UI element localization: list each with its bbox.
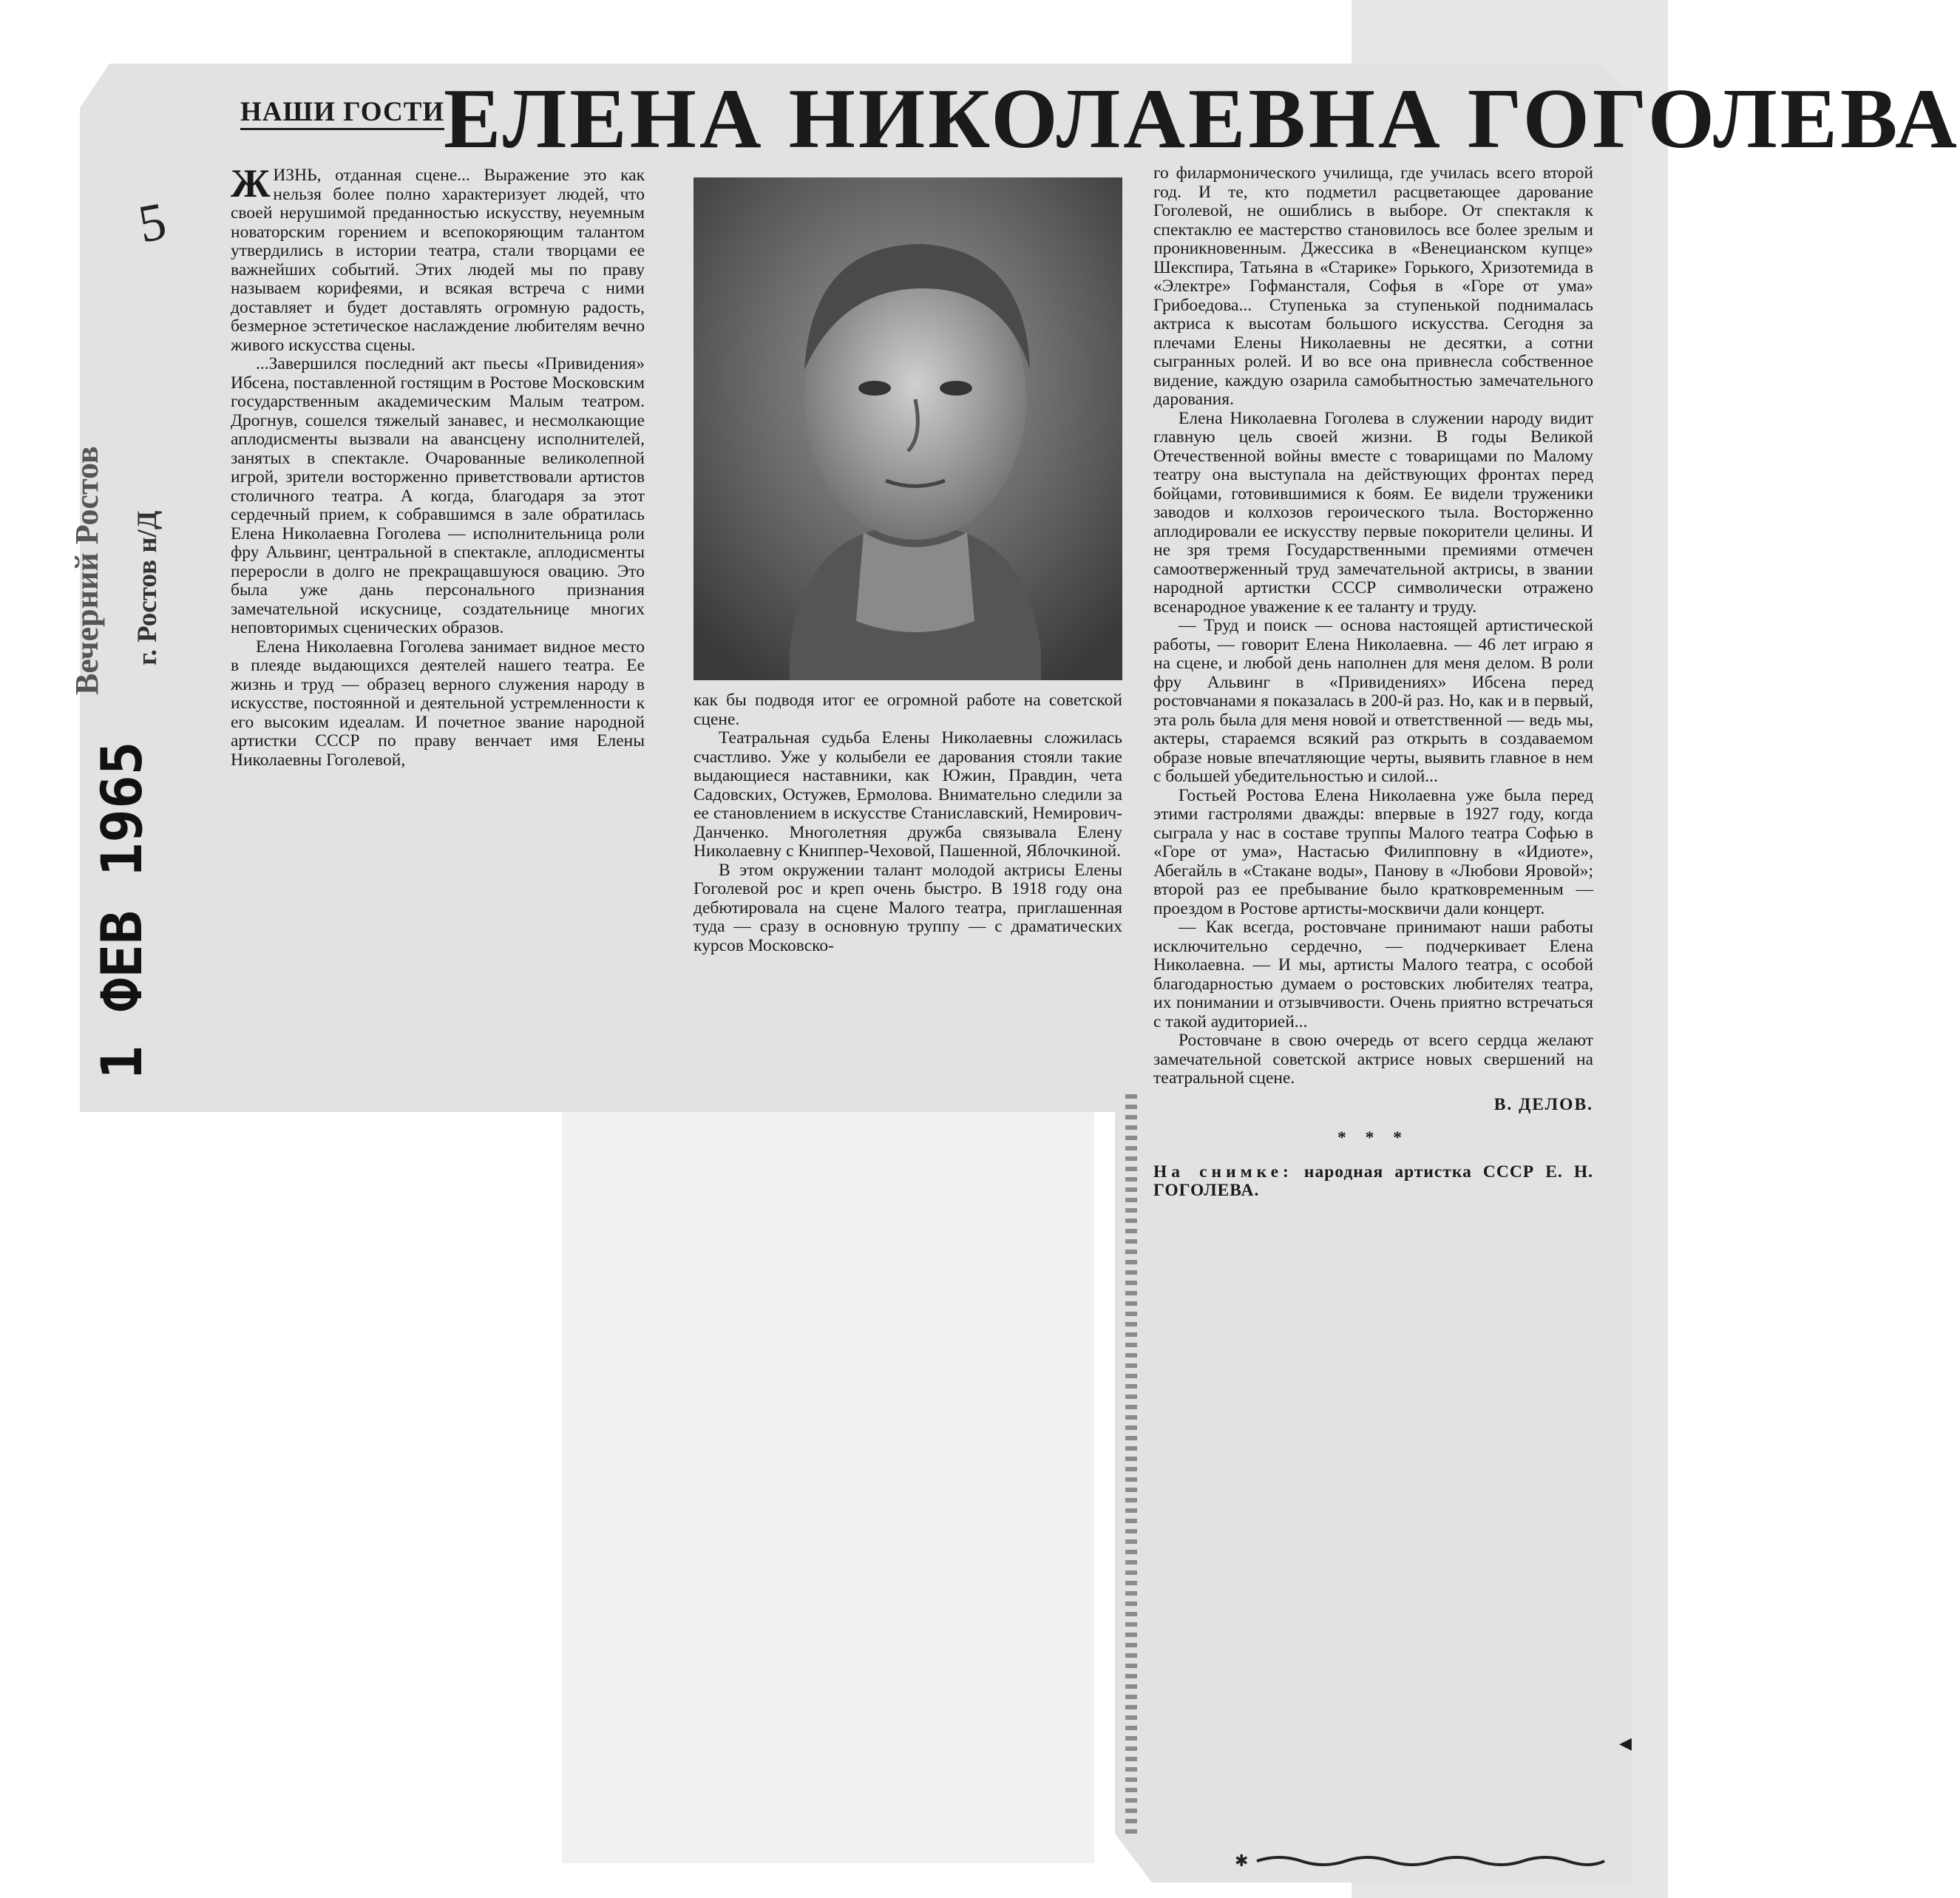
paragraph: В этом окружении талант молодой актрисы Елены Гоголевой рос и креп очень быстро. В 1918 году она дебютировала на сцене Малого театра, приглашенная туда — сразу в основную труппу — с драматических курсов Московско- — [694, 860, 1122, 955]
article-column-3 — [1153, 164, 1593, 1201]
paragraph: Гостьей Ростова Елена Николаевна уже была перед этими гастролями дважды: впервые в 1927 году, когда сыграла у нас в составе труппы Малого театра Софью в «Горе от ума», Настасью Филипповну в «Идиоте», Абегайль в «Стакане воды», Панову в «Любови Яровой»; второй раз ее пребывание было кратковременным — проездом в Ростове артисты-москвичи дали концерт. — [1153, 785, 1593, 918]
paragraph: Театральная судьба Елены Николаевны сложилась счастливо. Уже у колыбели ее дарования стояли такие выдающиеся наставники, как Южин, Правдин, чета Садовских, Остужев, Ермолова. Внимательно следили за ее становлением в искусстве Станиславский, Немирович-Данченко. Многолетняя дружба связывала Елену Николаевну с Книппер-Чеховой, Пашенной, Яблочкиной. — [694, 728, 1122, 861]
mount-paper — [562, 1094, 1094, 1863]
paragraph: — Труд и поиск — основа настоящей артистической работы, — говорит Елена Николаевна. — 46 лет играю я на сцене, и любой день наполнен для меня делом. В роли фру Альвинг в «Привидениях» Ибсена перед ростовчанами я показалась в 200-й раз. Но, как и в первый, эта роль была для меня новой и ответственной — ведь мы, актеры, стараемся всякий раз открыть в создаваемом образе новые впечатляющие черты, выявить главное в нем с большей убедительностью и силой... — [1153, 616, 1593, 786]
section-divider: * * * — [1337, 1128, 1409, 1148]
paragraph-text: ИЗНЬ, отданная сцене... Выражение это как нельзя более полно характеризует людей, что своей нерушимой преданностью искусству, неуемным новаторским горением и всепокоряющим талантом утвердились в истории театра, стали творцами ее важнейших событий. Этих людей мы по праву называем корифеями, и всякая встреча с ними доставляет и будет доставлять огромную радость, безмерное эстетическое наслаждение любителям вечно живого искусства сцены. — [231, 166, 645, 355]
decorative-flourish — [1235, 1850, 1604, 1872]
article-column-1 — [231, 161, 645, 770]
author-signature: В. ДЕЛОВ. — [1493, 1094, 1593, 1114]
paragraph: как бы подводя итог ее огромной работе на советской сцене. — [694, 691, 1122, 729]
headline: ЕЛЕНА НИКОЛАЕВНА ГОГОЛЕВА — [444, 72, 1960, 166]
handwritten-number: 5 — [134, 191, 171, 254]
caption-text: народная артистка СССР Е. Н. ГОГОЛЕВА. — [1153, 1162, 1594, 1200]
paragraph — [231, 161, 645, 355]
stamp-date: 1 ФЕВ 1965 — [89, 741, 155, 1080]
portrait-illustration — [694, 177, 1122, 680]
drop-cap: Ж — [231, 161, 271, 206]
svg-text:✱: ✱ — [1235, 1851, 1249, 1870]
photo-caption — [1153, 1163, 1593, 1201]
rubric-label: НАШИ ГОСТИ — [240, 96, 444, 130]
portrait-photo — [694, 177, 1122, 680]
stamp-newspaper-name: Вечерний Ростов — [69, 446, 105, 695]
paragraph: Елена Николаевна Гоголева в служении народу видит главную цель своей жизни. В годы Великой Отечественной войны вместе с товарищами по Малому театру она выступала на действующих фронтах перед бойцами, готовившимися к боям. Ее видели труженики заводов и колхозов героического тыла. Восторженно аплодировали ее искусству первые покорители целины. И не зря тремя Государственными премиями отмечен самоотверженный труд замечательной актрисы, в звании народной артистки СССР символически отражено всенародное уважение к ее таланту и труду. — [1153, 408, 1593, 617]
paragraph: — Как всегда, ростовчане принимают наши работы исключительно сердечно, — подчеркивает Елена Николаевна. — И мы, артисты Малого театра, с особой благодарностью думаем о ростовских любителях театра, их понимании и отзывчивости. Очень приятно встречаться с такой аудиторией... — [1153, 918, 1593, 1031]
caption-lead: На снимке: — [1153, 1162, 1293, 1182]
stamp-city: г. Ростов н/Д — [132, 510, 163, 665]
paragraph: ...Завершился последний акт пьесы «Привидения» Ибсена, поставленной гостящим в Ростове Московским государственным академическим Малым театром. Дрогнув, сошелся тяжелый занавес, и несмолкающие аплодисменты вызвали на авансцену исполнителей, занятых в спектакле. Очарованные великолепной игрой, зрители восторженно приветствовали артистов столичного театра. А когда, благодаря за этот сердечный прием, к собравшимся в зале обратилась Елена Николаевна Гоголева — исполнительница роли фру Альвинг, центральной в спектакле, аплодисменты переросли в долго не прекращавшуюся овацию. Это была уже дань персонального признания замечательной искуснице, создательнице многих неповторимых сценических образов. — [231, 354, 645, 637]
clipping-column-extension — [1115, 1094, 1632, 1882]
paragraph: Ростовчане в свою очередь от всего сердца желают замечательной советской актрисе новых свершений на театральной сцене. — [1153, 1031, 1593, 1088]
clipping-torn-edge — [1125, 1094, 1137, 1834]
arrow-icon: ◀ — [1619, 1734, 1632, 1752]
paragraph: Елена Николаевна Гоголева занимает видное место в плеяде выдающихся деятелей нашего театра. Ее жизнь и труд — образец верного служения народу в искусстве, постоянной и деятельной устремленности к его высоким идеалам. И почетное звание народной артистки СССР по праву венчает имя Елены Николаевны Гоголевой, — [231, 637, 645, 770]
paragraph: го филармонического училища, где училась всего второй год. И те, кто подметил расцветающее дарование Гоголевой, не ошиблись в выборе. От спектакля к спектаклю ее мастерство становилось все более зрелым и проникновенным. Джессика в «Венецианском купце» Шекспира, Татьяна в «Старике» Горького, Хризотемида в «Электре» Гофмансталя, Софья в «Горе от ума» Грибоедова... Ступенька за ступенькой поднималась актриса к высотам большого искусства. Сегодня за плечами Елены Николаевны не десятки, а сотни сыгранных ролей. И во все она привнесла собственное видение, каждую озарила самобытностью замечательного дарования. — [1153, 163, 1593, 409]
article-column-2 — [694, 691, 1122, 955]
